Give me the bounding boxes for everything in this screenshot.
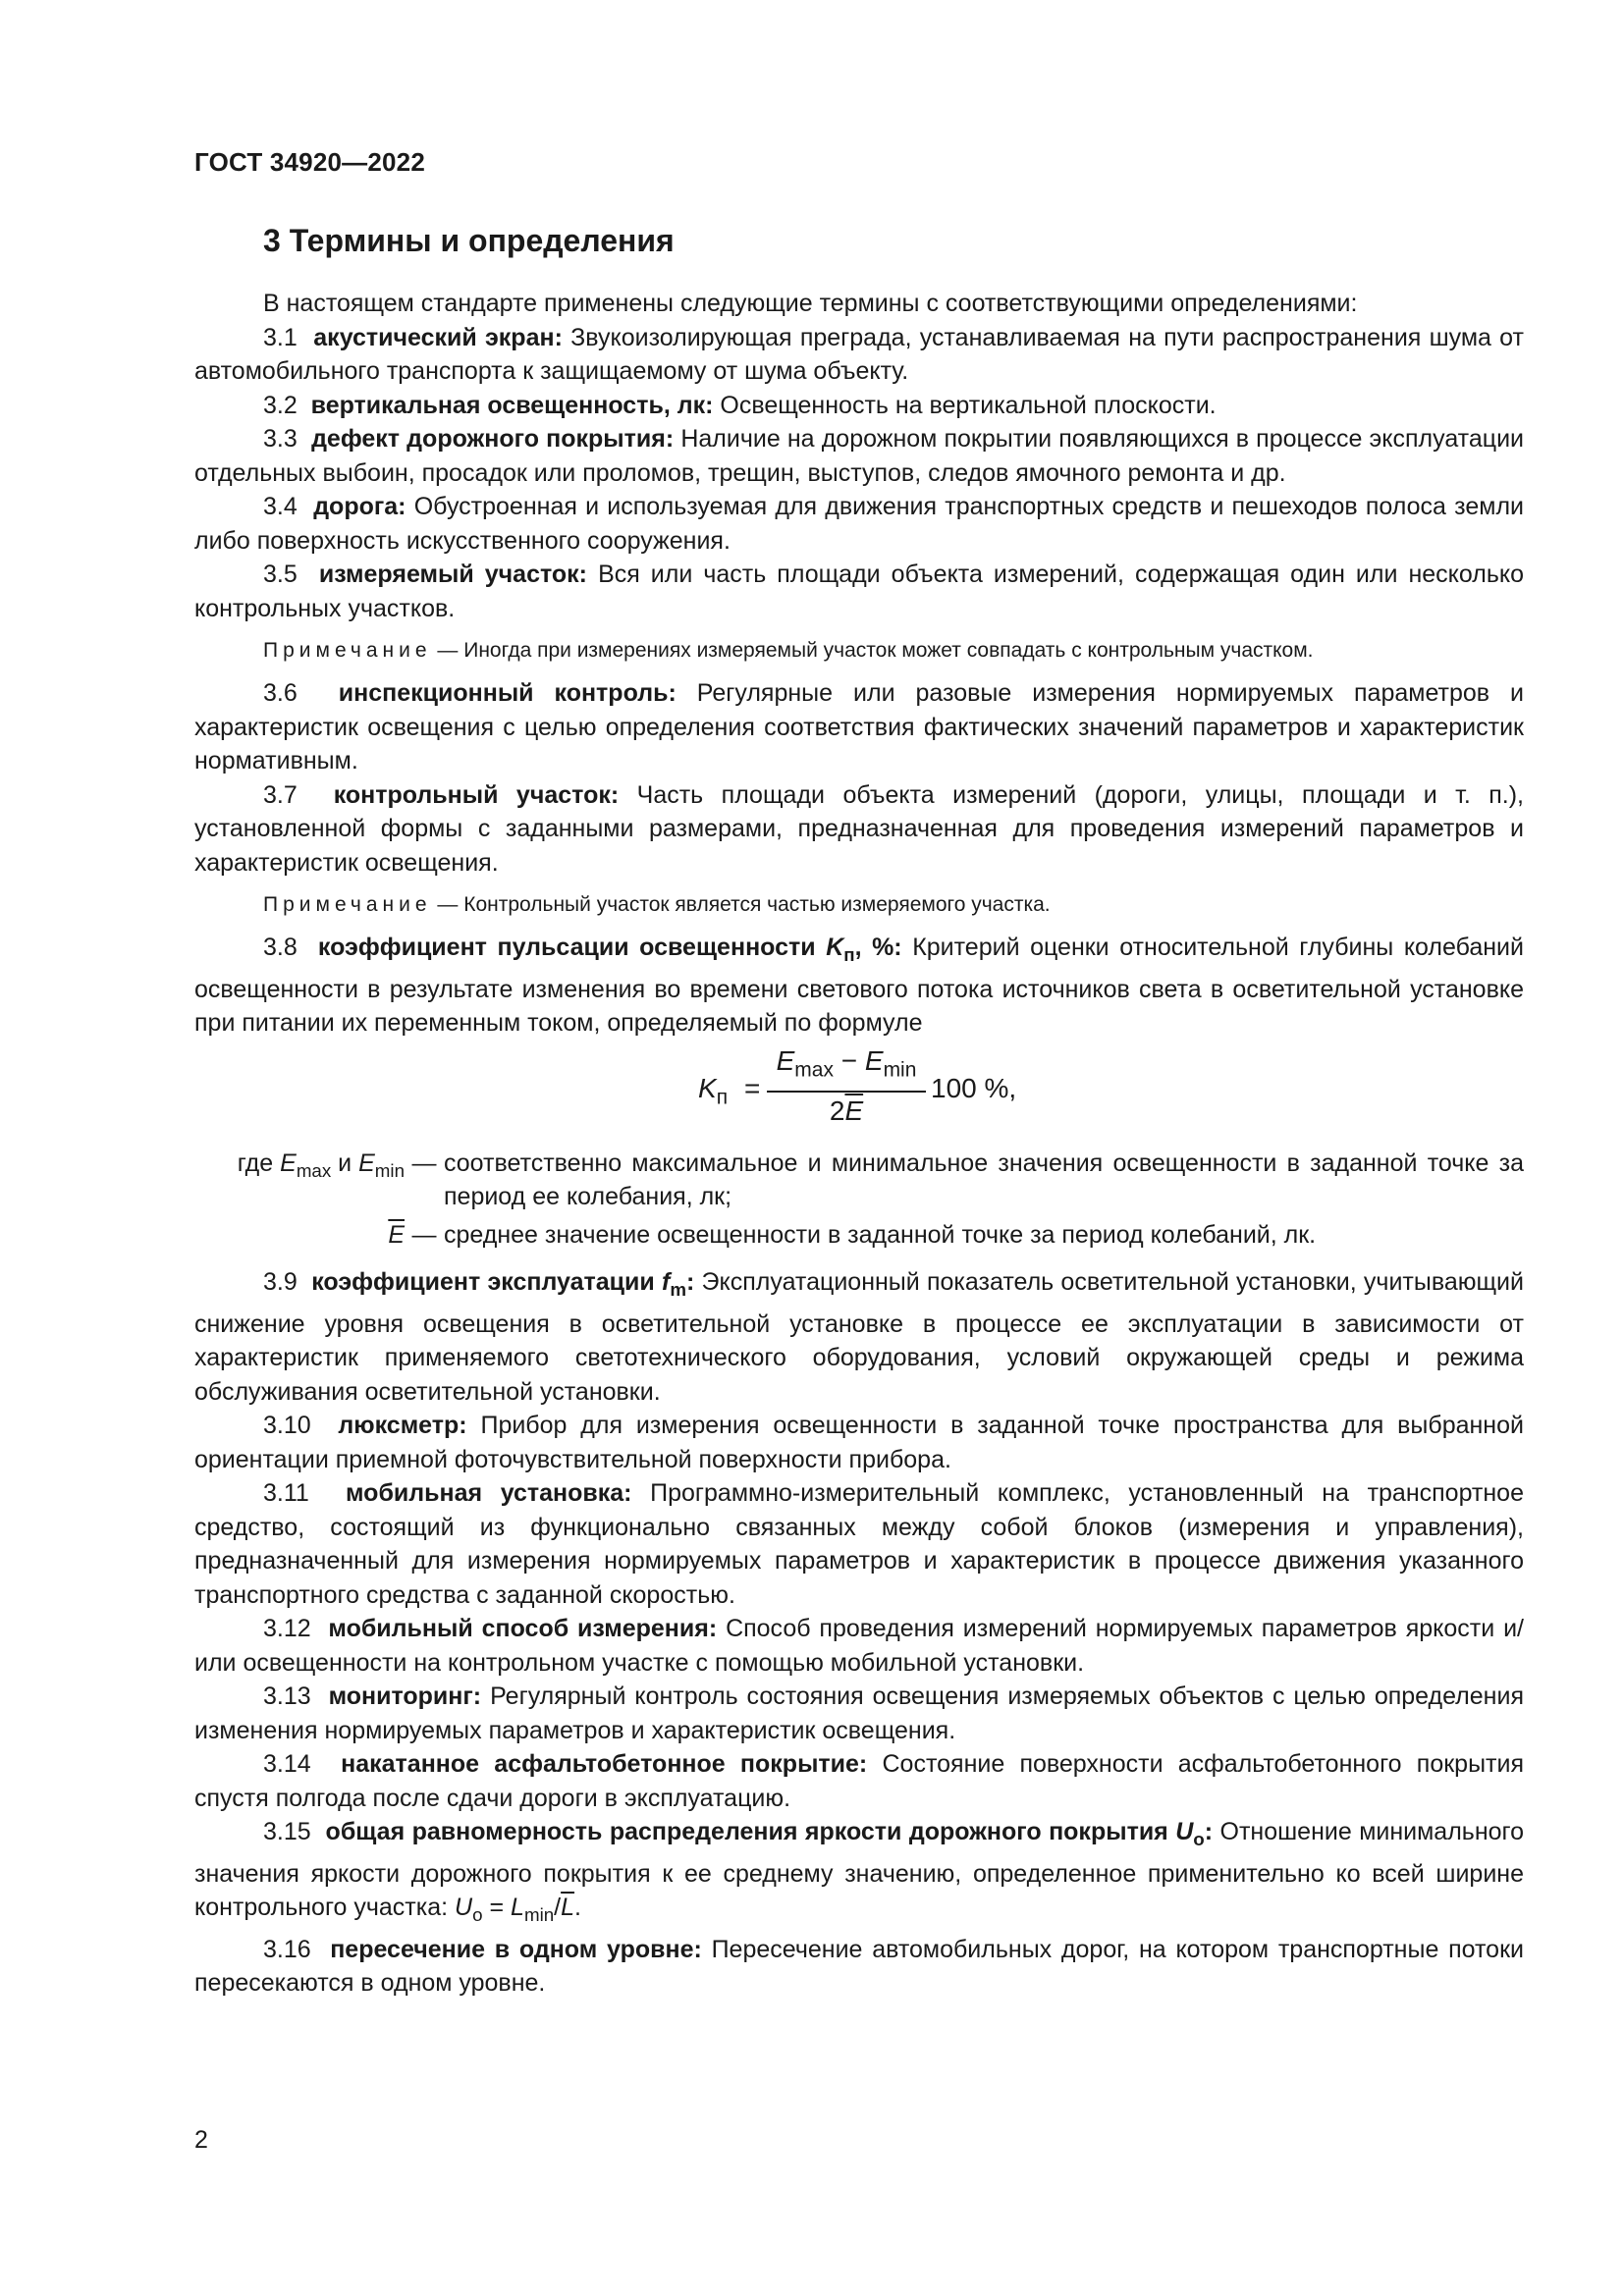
term-3-7: 3.7 контрольный участок: Часть площади объекта измерений (дороги, улицы, площади и т. п.), установленной формы с заданными размерами, предназначенная для проведения измерений параметров и характеристик освещения. (194, 780, 1524, 877)
formula-lhs: $K_п$ (698, 1072, 729, 1109)
intro-paragraph: В настоящем стандарте применены следующие термины с соответствующими определениями: (263, 290, 1358, 317)
formula-equals: = (744, 1072, 761, 1103)
formula-legend (194, 1147, 1524, 1253)
term-3-8: 3.8 коэффициент пульсации освещенности $K_п$, %: Критерий оценки относительной глубины колебаний освещенности в результате изменения во времени светового потока источников света в осветительной установке при питании их переменным током, определяемый по формуле (194, 934, 1524, 1037)
note-1: Примечание — Иногда при измерениях измеряемый участок может совпадать с контрольным участком. (263, 639, 1314, 662)
document-body (194, 287, 1524, 2001)
term-3-12: 3.12 мобильный способ измерения: Способ проведения измерений нормируемых параметров яркости и/или освещенности на контрольном участке с помощью мобильной установки. (194, 1615, 1524, 1677)
formula-denominator: $2\overline{E}$ (829, 1095, 864, 1126)
formula-fraction (767, 1044, 926, 1129)
term-3-6: 3.6 инспекционный контроль: Регулярные или разовые измерения нормируемых параметров и характеристик освещения с целью определения соответствия фактических значений параметров и характеристик нормативным. (194, 679, 1524, 774)
legend-row: $\overline{E}$ — среднее значение освещенности в заданной точке за период колебаний, лк. (388, 1220, 1317, 1249)
term-3-4: 3.4 дорога: Обустроенная и используемая для движения транспортных средств и пешеходов полоса земли либо поверхность искусственного сооружения. (194, 493, 1524, 555)
section-title: 3 Термины и определения (263, 223, 675, 258)
term-3-9: 3.9 коэффициент эксплуатации $f_m$: Эксплуатационный показатель осветительной установки, учитывающий снижение уровня освещения в осветительной установке в процессе ее эксплуатации в зависимости от характеристик применяемого светотехнического оборудования, условий окружающей среды и режима обслуживания осветительной установки. (194, 1268, 1524, 1406)
standard-header: ГОСТ 34920—2022 (194, 147, 425, 177)
term-3-1: 3.1 акустический экран: Звукоизолирующая преграда, устанавливаемая на пути распространения шума от автомобильного транспорта к защищаемому от шума объекту. (194, 323, 1524, 385)
formula-tail: 100 %, (931, 1072, 1017, 1103)
legend-row: где $E_{max}$ и $E_{min}$ — соответственно максимальное и минимальное значения освещенности в заданной точке за период ее колебания, лк; (237, 1148, 1524, 1210)
term-3-16: 3.16 пересечение в одном уровне: Пересечение автомобильных дорог, на котором транспортные потоки пересекаются в одном уровне. (194, 1935, 1524, 1997)
term-3-2: 3.2 вертикальная освещенность, лк: Освещенность на вертикальной плоскости. (263, 391, 1217, 419)
term-3-15: 3.15 общая равномерность распределения яркости дорожного покрытия $U_o$: Отношение минимального значения яркости дорожного покрытия к ее среднему значению, определенное применительно ко всей ширине контрольного участка: $U_o = L_{min}/\overline{L}$. (194, 1818, 1524, 1925)
formula-numerator: $E_{max} - E_{min}$ (767, 1044, 926, 1093)
note-2: Примечание — Контрольный участок является частью измеряемого участка. (263, 893, 1051, 916)
term-3-3: 3.3 дефект дорожного покрытия: Наличие на дорожном покрытии появляющихся в процессе эксплуатации отдельных выбоин, просадок или проломов, трещин, выступов, следов ямочного ремонта и др. (194, 425, 1525, 487)
term-3-13: 3.13 мониторинг: Регулярный контроль состояния освещения измеряемых объектов с целью определения изменения нормируемых параметров и характеристик освещения. (194, 1682, 1524, 1744)
page-number: 2 (194, 2126, 208, 2154)
pulsation-formula (194, 1041, 1524, 1147)
term-3-5: 3.5 измеряемый участок: Вся или часть площади объекта измерений, содержащая один или несколько контрольных участков. (194, 561, 1524, 622)
term-3-14: 3.14 накатанное асфальтобетонное покрытие: Состояние поверхности асфальтобетонного покрытия спустя полгода после сдачи дороги в эксплуатацию. (194, 1750, 1524, 1812)
term-3-11: 3.11 мобильная установка: Программно-измерительный комплекс, установленный на транспортное средство, состоящий из функционально связанных между собой блоков (измерения и управления), предназначенный для измерения нормируемых параметров и характеристик в процессе движения указанного транспортного средства с заданной скоростью. (194, 1479, 1524, 1609)
term-3-10: 3.10 люксметр: Прибор для измерения освещенности в заданной точке пространства для выбранной ориентации приемной фоточувствительной поверхности прибора. (194, 1412, 1524, 1473)
